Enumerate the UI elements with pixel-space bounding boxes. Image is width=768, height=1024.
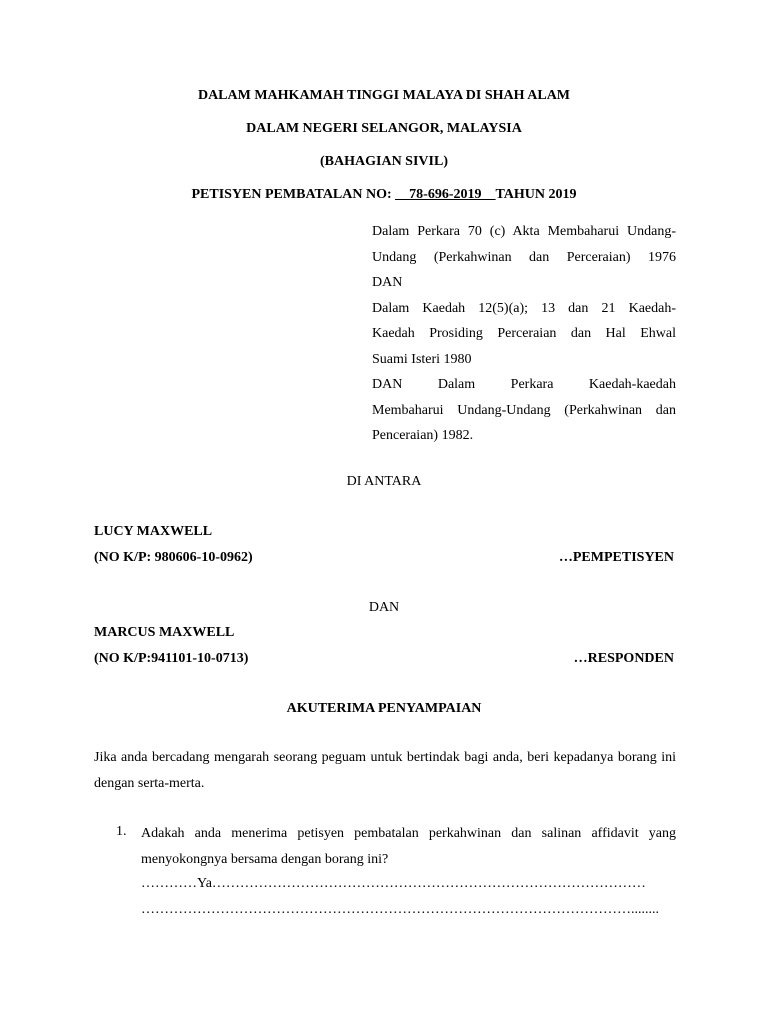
respondent-name: MARCUS MAXWELL bbox=[94, 625, 235, 640]
respondent-row bbox=[94, 651, 674, 667]
petitioner-name: LUCY MAXWELL bbox=[94, 524, 213, 539]
matter-line: Kaedah Prosiding Perceraian dan Hal Ehwal bbox=[372, 326, 676, 341]
petition-number-line bbox=[0, 187, 768, 203]
matter-line: Undang (Perkahwinan dan Perceraian) 1976 bbox=[372, 249, 676, 265]
matter-line: DAN Dalam Perkara Kaedah-kaedah bbox=[372, 377, 676, 392]
section-title: AKUTERIMA PENYAMPAIAN bbox=[286, 701, 482, 716]
petitioner-row bbox=[94, 550, 674, 566]
court-title: DALAM MAHKAMAH TINGGI MALAYA DI SHAH ALAM bbox=[197, 88, 571, 103]
blank-answer-line[interactable]: ……………………………………………………………………………………………........ bbox=[141, 902, 659, 917]
matter-line: Penceraian) 1982. bbox=[372, 428, 474, 443]
matter-line: Suami Isteri 1980 bbox=[372, 351, 472, 367]
respondent-role: …RESPONDEN bbox=[573, 651, 674, 666]
between-label: DI ANTARA bbox=[346, 474, 422, 489]
matter-block bbox=[372, 219, 676, 449]
matter-line: Dalam Perkara 70 (c) Akta Membaharui Undang- bbox=[372, 224, 676, 239]
question-number: 1. bbox=[116, 824, 127, 839]
petition-number: __78-696-2019__ bbox=[395, 187, 496, 202]
petition-prefix: PETISYEN PEMBATALAN NO: bbox=[191, 187, 392, 202]
question-text: Adakah anda menerima petisyen pembatalan perkahwinan dan salinan affidavit yang menyokongnya bersama dengan borang ini? bbox=[141, 826, 676, 867]
petitioner-ic: (NO K/P: 980606-10-0962) bbox=[94, 550, 253, 565]
court-division: (BAHAGIAN SIVIL) bbox=[320, 154, 448, 169]
court-state: DALAM NEGERI SELANGOR, MALAYSIA bbox=[246, 121, 522, 136]
matter-line: Membaharui Undang-Undang (Perkahwinan dan bbox=[372, 402, 676, 418]
matter-line: Dalam Kaedah 12(5)(a); 13 dan 21 Kaedah- bbox=[372, 300, 676, 316]
respondent-ic: (NO K/P:941101-10-0713) bbox=[94, 651, 249, 666]
matter-line: DAN bbox=[372, 275, 403, 290]
and-label: DAN bbox=[368, 600, 400, 615]
petitioner-role: …PEMPETISYEN bbox=[558, 550, 674, 565]
answer-line[interactable]: …………Ya………………………………………………………………………………… bbox=[141, 876, 646, 891]
petition-year: TAHUN 2019 bbox=[495, 187, 577, 202]
instruction-paragraph: Jika anda bercadang mengarah seorang peguam untuk bertindak bagi anda, beri kepadanya borang ini dengan serta-merta. bbox=[94, 750, 676, 791]
